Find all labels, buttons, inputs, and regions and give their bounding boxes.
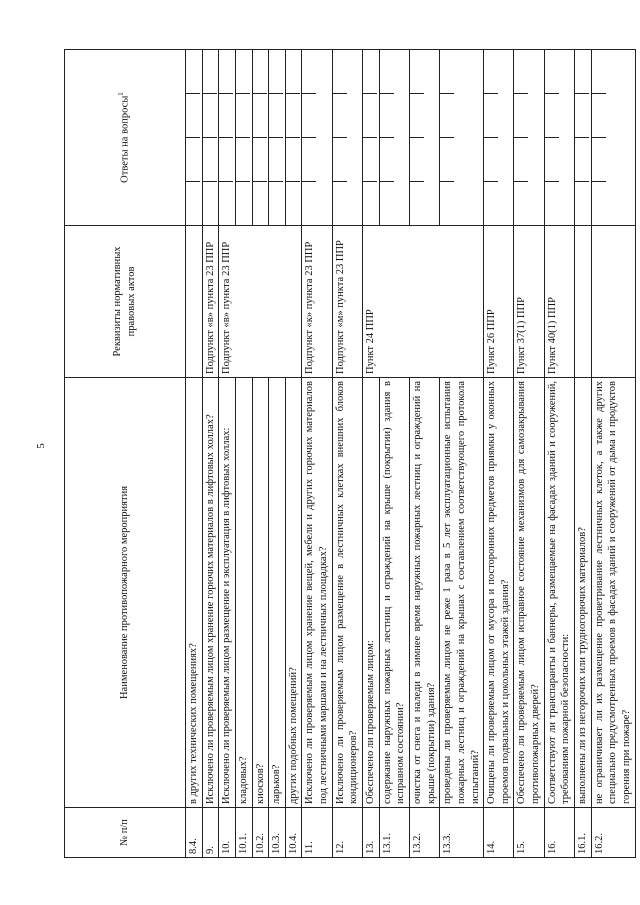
answer-box[interactable] [236,137,250,181]
answer-box[interactable] [219,137,233,181]
header-num: № п/п [65,808,186,858]
row-number: 10.1. [235,808,252,858]
table-row [235,50,252,858]
answer-box[interactable] [592,137,606,181]
row-requisites [591,226,635,378]
answer-cells[interactable] [202,50,219,226]
answer-box[interactable] [219,50,233,93]
answer-grid [363,50,377,225]
table-row [514,50,544,858]
answer-cells[interactable] [575,50,592,226]
header-answers-label: Ответы на вопросы [119,95,131,183]
row-text: содержание наружных пожарных лестниц и ограждений на крыше (покрытии) здания в исправном состоянии? [379,378,409,808]
answer-cells[interactable] [219,50,236,226]
header-name: Наименование противопожарного мероприятия [65,378,186,808]
row-number: 10. [219,808,236,858]
answer-box[interactable] [186,93,200,137]
row-number: 8.4. [186,808,203,858]
header-answers [65,50,186,226]
table-row [409,50,439,858]
row-number: 15. [514,808,544,858]
row-number: 13. [363,808,380,858]
row-number: 10.2. [252,808,269,858]
answer-box[interactable] [269,93,283,137]
row-number: 16.2. [591,808,635,858]
table-row [544,50,574,858]
answer-box[interactable] [219,93,233,137]
answer-cells[interactable] [252,50,269,226]
row-text: Очищены ли проверяемым лицом от мусора и посторонних предметов приямки у оконных проемов подвальных и цокольных этажей здания? [484,378,514,808]
answer-box[interactable] [286,93,300,137]
row-requisites: Пункт 40(1) ППР [544,226,574,378]
table-row [285,50,302,858]
answer-box[interactable] [575,50,589,93]
answer-box[interactable] [575,93,589,137]
table-row [332,50,362,858]
row-requisites: Пункт 24 ППР [363,226,484,378]
answer-box[interactable] [484,137,498,181]
answer-box[interactable] [186,137,200,181]
page-number: 5 [34,443,47,449]
answer-grid [410,50,424,225]
answer-box[interactable] [333,93,347,137]
row-number: 14. [484,808,514,858]
answer-box[interactable] [575,137,589,181]
answer-grid [514,50,528,225]
answer-box[interactable] [440,93,454,137]
row-requisites: Подпункт «к» пункта 23 ППР [302,226,332,378]
answer-box[interactable] [410,137,424,181]
rotated-table-container [64,50,632,858]
answer-box[interactable] [333,137,347,181]
row-text: Исключено ли проверяемым лицом хранение вещей, мебели и других горючих материалов под лестничными маршами и на лестничных площадках? [302,378,332,808]
answer-grid [545,50,559,225]
answer-box[interactable] [380,93,394,137]
row-number: 9. [202,808,219,858]
row-requisites: Пункт 37(1) ППР [514,226,544,378]
answer-cells[interactable] [302,50,332,226]
answer-box[interactable] [545,181,559,225]
answer-grid [203,50,217,225]
answer-box[interactable] [380,137,394,181]
row-number: 10.3. [269,808,286,858]
row-requisites [575,226,592,378]
table-row [379,50,409,858]
row-text: кладовых? [235,378,252,808]
answer-box[interactable] [514,137,528,181]
answer-cells[interactable] [332,50,362,226]
answer-cells[interactable] [186,50,203,226]
answer-grid [302,50,316,225]
answer-box[interactable] [514,93,528,137]
table-row [440,50,484,858]
answer-box[interactable] [592,93,606,137]
answer-box[interactable] [302,93,316,137]
row-text: выполнены ли из негорючих или трудногорючих материалов? [575,378,592,808]
answer-box[interactable] [410,93,424,137]
answer-box[interactable] [333,50,347,93]
row-number: 13.1. [379,808,409,858]
answer-box[interactable] [514,50,528,93]
answer-box[interactable] [253,50,267,93]
answer-grid [253,50,267,225]
header-requisites: Реквизиты нормативных правовых актов [65,226,186,378]
row-text: проведены ли проверяемым лицом не реже 1 раза в 5 лет эксплуатационные испытания пожарных лестниц и ограждений на крышах с составлением соответствующего протокола испытаний? [440,378,484,808]
answer-box[interactable] [269,50,283,93]
row-requisites [186,226,203,378]
row-text: Исключено ли проверяемым лицом размещение в лестничных клетках внешних блоков кондиционеров? [332,378,362,808]
row-text: Обеспечено ли проверяемым лицом: [363,378,380,808]
answer-cells[interactable] [409,50,439,226]
row-requisites: Подпункт «в» пункта 23 ППР [219,226,302,378]
row-text: Соответствуют ли транспаранты и баннеры, размещаемые на фасадах зданий и сооружений, требованиям пожарной безопасности: [544,378,574,808]
row-text: Исключено ли проверяемым лицом хранение горючих материалов в лифтовых холлах? [202,378,219,808]
row-number: 13.2. [409,808,439,858]
answer-box[interactable] [286,50,300,93]
row-number: 12. [332,808,362,858]
table-row [252,50,269,858]
row-text: других подобных помещений? [285,378,302,808]
row-requisites: Подпункт «м» пункта 23 ППР [332,226,362,378]
answer-box[interactable] [545,137,559,181]
answer-box[interactable] [410,50,424,93]
answer-grid [286,50,300,225]
answer-grid [440,50,454,225]
answer-grid [380,50,394,225]
answer-box[interactable] [286,137,300,181]
answer-box[interactable] [203,93,217,137]
answer-cells[interactable] [379,50,409,226]
answer-box[interactable] [484,93,498,137]
answer-box[interactable] [286,181,300,225]
answer-box[interactable] [545,93,559,137]
footnote-marker: 1 [117,92,126,96]
answer-box[interactable] [253,137,267,181]
answer-box[interactable] [545,50,559,93]
answer-box[interactable] [592,50,606,93]
answer-box[interactable] [269,137,283,181]
table-row [591,50,635,858]
answer-box[interactable] [333,181,347,225]
table-row [484,50,514,858]
row-text: киосков? [252,378,269,808]
answer-cells[interactable] [235,50,252,226]
answer-grid [236,50,250,225]
answer-cells[interactable] [440,50,484,226]
answer-box[interactable] [363,137,377,181]
answer-box[interactable] [186,50,200,93]
answer-box[interactable] [440,137,454,181]
row-number: 13.3. [440,808,484,858]
answer-box[interactable] [440,50,454,93]
answer-cells[interactable] [285,50,302,226]
answer-box[interactable] [380,50,394,93]
table-row [269,50,286,858]
answer-box[interactable] [592,181,606,225]
table-row [202,50,219,858]
answer-box[interactable] [203,181,217,225]
answer-box[interactable] [186,181,200,225]
table-header-row [65,50,186,858]
answer-grid [333,50,347,225]
answer-grid [269,50,283,225]
answer-cells[interactable] [544,50,574,226]
answer-cells[interactable] [514,50,544,226]
row-number: 10.4. [285,808,302,858]
answer-box[interactable] [203,50,217,93]
answer-grid [186,50,200,225]
answer-grid [484,50,498,225]
answer-cells[interactable] [269,50,286,226]
table-row [363,50,380,858]
table-row [186,50,203,858]
answer-box[interactable] [203,137,217,181]
answer-box[interactable] [440,181,454,225]
answer-box[interactable] [236,181,250,225]
answer-box[interactable] [363,181,377,225]
answer-box[interactable] [236,50,250,93]
row-text: в других технических помещениях? [186,378,203,808]
answer-cells[interactable] [591,50,635,226]
row-requisites: Пункт 26 ППР [484,226,514,378]
table-row [219,50,236,858]
row-text: не ограничивает ли их размещение проветривание лестничных клеток, а также других специально предусмотренных проемов в фасадах зданий и сооружений от дыма и продуктов горения при пожаре? [591,378,635,808]
answer-box[interactable] [253,181,267,225]
answer-grid [219,50,233,225]
row-requisites: Подпункт «в» пункта 23 ППР [202,226,219,378]
row-text: ларьков? [269,378,286,808]
answer-box[interactable] [363,50,377,93]
row-text: очистка от снега и наледи в зимнее время наружных пожарных лестниц и ограждений на крыше (покрытии) здания? [409,378,439,808]
answer-box[interactable] [236,93,250,137]
answer-grid [575,50,589,225]
table-row [302,50,332,858]
table-row [575,50,592,858]
row-number: 16.1. [575,808,592,858]
answer-box[interactable] [219,181,233,225]
answer-grid [592,50,606,225]
answer-box[interactable] [410,181,424,225]
answer-box[interactable] [302,181,316,225]
answer-box[interactable] [380,181,394,225]
checklist-table [64,49,636,858]
answer-cells[interactable] [484,50,514,226]
row-text: Исключено ли проверяемым лицом размещение и эксплуатация в лифтовых холлах: [219,378,236,808]
answer-box[interactable] [514,181,528,225]
row-text: Обеспечено ли проверяемым лицом исправное состояние механизмов для самозакрывания противопожарных дверей? [514,378,544,808]
answer-box[interactable] [575,181,589,225]
row-number: 11. [302,808,332,858]
answer-cells[interactable] [363,50,380,226]
answer-box[interactable] [302,137,316,181]
answer-box[interactable] [484,181,498,225]
answer-box[interactable] [302,50,316,93]
answer-box[interactable] [484,50,498,93]
row-number: 16. [544,808,574,858]
answer-box[interactable] [363,93,377,137]
answer-box[interactable] [269,181,283,225]
answer-box[interactable] [253,93,267,137]
